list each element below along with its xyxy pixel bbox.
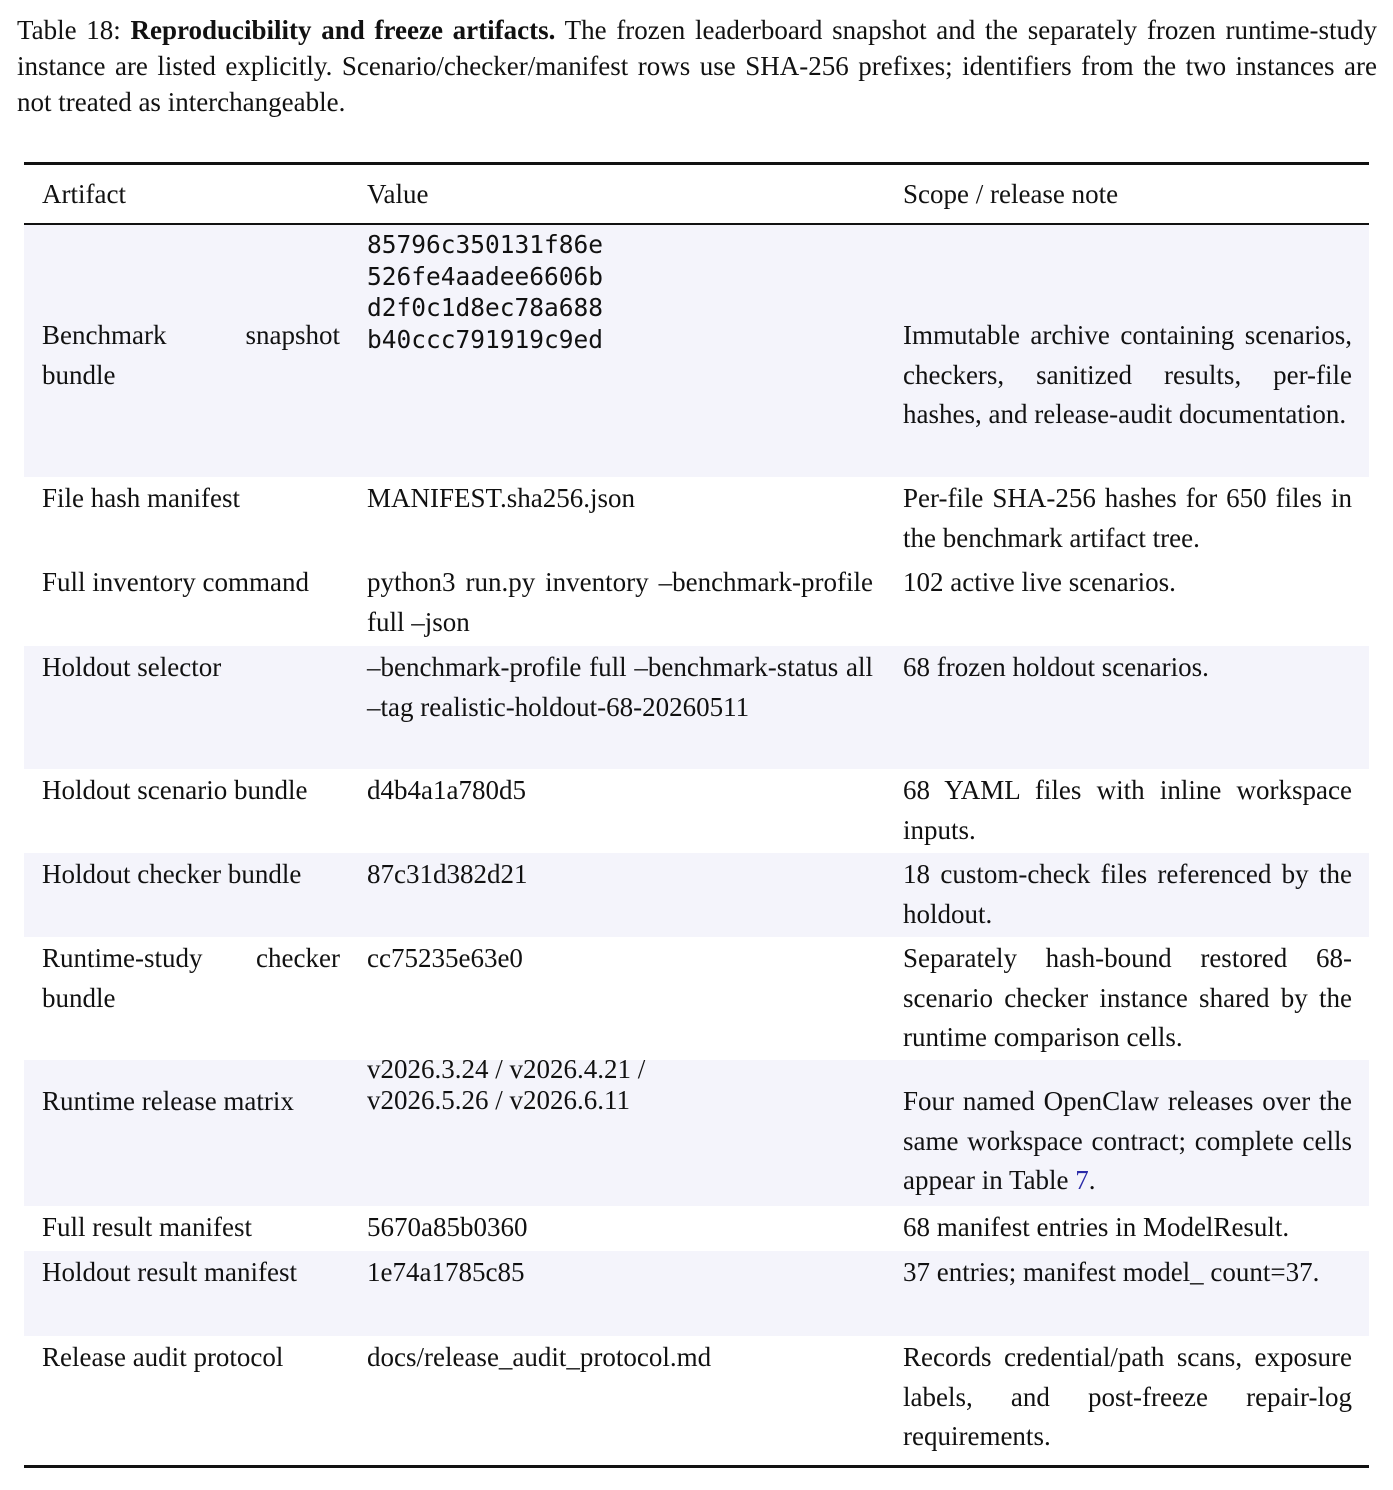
release-line: v2026.5.26 / v2026.6.11 xyxy=(367,1085,630,1115)
note-cell: 68 YAML files with inline workspace inputs. xyxy=(903,775,1352,845)
note-cell xyxy=(903,1082,1352,1201)
hash-line: 85796c350131f86e xyxy=(367,230,604,259)
value-cell: 1e74a1785c85 xyxy=(367,1257,525,1287)
table-bottom-rule xyxy=(24,1465,1369,1468)
artifact-cell: Holdout checker bundle xyxy=(42,859,302,889)
table-row xyxy=(24,769,1369,853)
header-scope-note: Scope / release note xyxy=(903,179,1119,209)
caption-label: Table 18: xyxy=(17,15,121,45)
note-cell: Records credential/path scans, exposure labels, and post-freeze repair-log requirements. xyxy=(903,1342,1352,1451)
table-row xyxy=(24,937,1369,1060)
note-text: Four named OpenClaw releases over the same workspace contract; complete cells appear in Table xyxy=(903,1086,1352,1195)
note-cell: Per-file SHA-256 hashes for 650 files in the benchmark artifact tree. xyxy=(903,483,1352,553)
value-cell: cc75235e63e0 xyxy=(367,943,523,973)
value-cell xyxy=(367,229,873,355)
table-row xyxy=(24,477,1369,561)
value-cell: 5670a85b0360 xyxy=(367,1212,528,1242)
value-cell: docs/release_audit_protocol.md xyxy=(367,1342,712,1372)
artifact-cell: File hash manifest xyxy=(42,483,240,513)
table-caption xyxy=(17,12,1377,120)
artifact-cell: Holdout selector xyxy=(42,652,222,682)
note-cell: Separately hash-bound restored 68-scenario checker instance shared by the runtime comparison cells. xyxy=(903,943,1352,1052)
header-value: Value xyxy=(367,179,429,209)
table-top-rule xyxy=(24,162,1369,165)
note-end: . xyxy=(1088,1165,1096,1195)
table-row xyxy=(24,1206,1369,1251)
value-cell: MANIFEST.sha256.json xyxy=(367,483,636,513)
table-row xyxy=(24,561,1369,646)
artifact-cell: Runtime release matrix xyxy=(42,1086,294,1116)
artifact-cell: Runtime-study checker bundle xyxy=(42,943,340,1013)
table-row xyxy=(24,853,1369,937)
caption-text: The frozen leaderboard snapshot and the separately frozen runtime-study instance are listed explicitly. Scenario/checker/manifest rows use SHA-256 prefixes; identifiers from the two instances are not treated as interchangeable. xyxy=(17,15,1378,117)
artifact-cell: Release audit protocol xyxy=(42,1342,284,1372)
value-cell: d4b4a1a780d5 xyxy=(367,775,526,805)
release-line: v2026.3.24 / v2026.4.21 / xyxy=(367,1054,646,1084)
value-cell: python3 run.py inventory –benchmark-profile full –json xyxy=(367,567,873,637)
caption-title: Reproducibility and freeze artifacts. xyxy=(130,15,556,45)
table-row xyxy=(24,225,1369,477)
hash-line: d2f0c1d8ec78a688 xyxy=(367,293,604,322)
note-cell: 68 manifest entries in ModelResult. xyxy=(903,1212,1290,1242)
artifact-cell: Full result manifest xyxy=(42,1212,252,1242)
note-cell: 18 custom-check files referenced by the holdout. xyxy=(903,859,1352,929)
artifact-cell: Full inventory command xyxy=(42,567,309,597)
table-row xyxy=(24,646,1369,769)
hash-line: b40ccc791919c9ed xyxy=(367,324,604,354)
table-row xyxy=(24,1336,1369,1465)
note-cell: 102 active live scenarios. xyxy=(903,567,1176,597)
note-cell: 37 entries; manifest model_ count=37. xyxy=(903,1257,1320,1287)
note-cell: 68 frozen holdout scenarios. xyxy=(903,652,1209,682)
header-artifact: Artifact xyxy=(42,179,126,209)
artifact-cell: Benchmark snapshot bundle xyxy=(42,320,340,390)
value-cell: –benchmark-profile full –benchmark-status all –tag realistic-holdout-68-20260511 xyxy=(367,652,873,722)
table-row xyxy=(24,1054,1369,1206)
value-cell xyxy=(367,1054,873,1116)
table-reference-link[interactable]: 7 xyxy=(1075,1165,1089,1195)
value-cell: 87c31d382d21 xyxy=(367,859,528,889)
artifact-cell: Holdout result manifest xyxy=(42,1257,297,1287)
note-cell: Immutable archive containing scenarios, checkers, sanitized results, per-file hashes, and release-audit documentation. xyxy=(903,320,1352,429)
artifact-cell: Holdout scenario bundle xyxy=(42,775,308,805)
hash-line: 526fe4aadee6606b xyxy=(367,261,604,291)
table-row xyxy=(24,1251,1369,1336)
